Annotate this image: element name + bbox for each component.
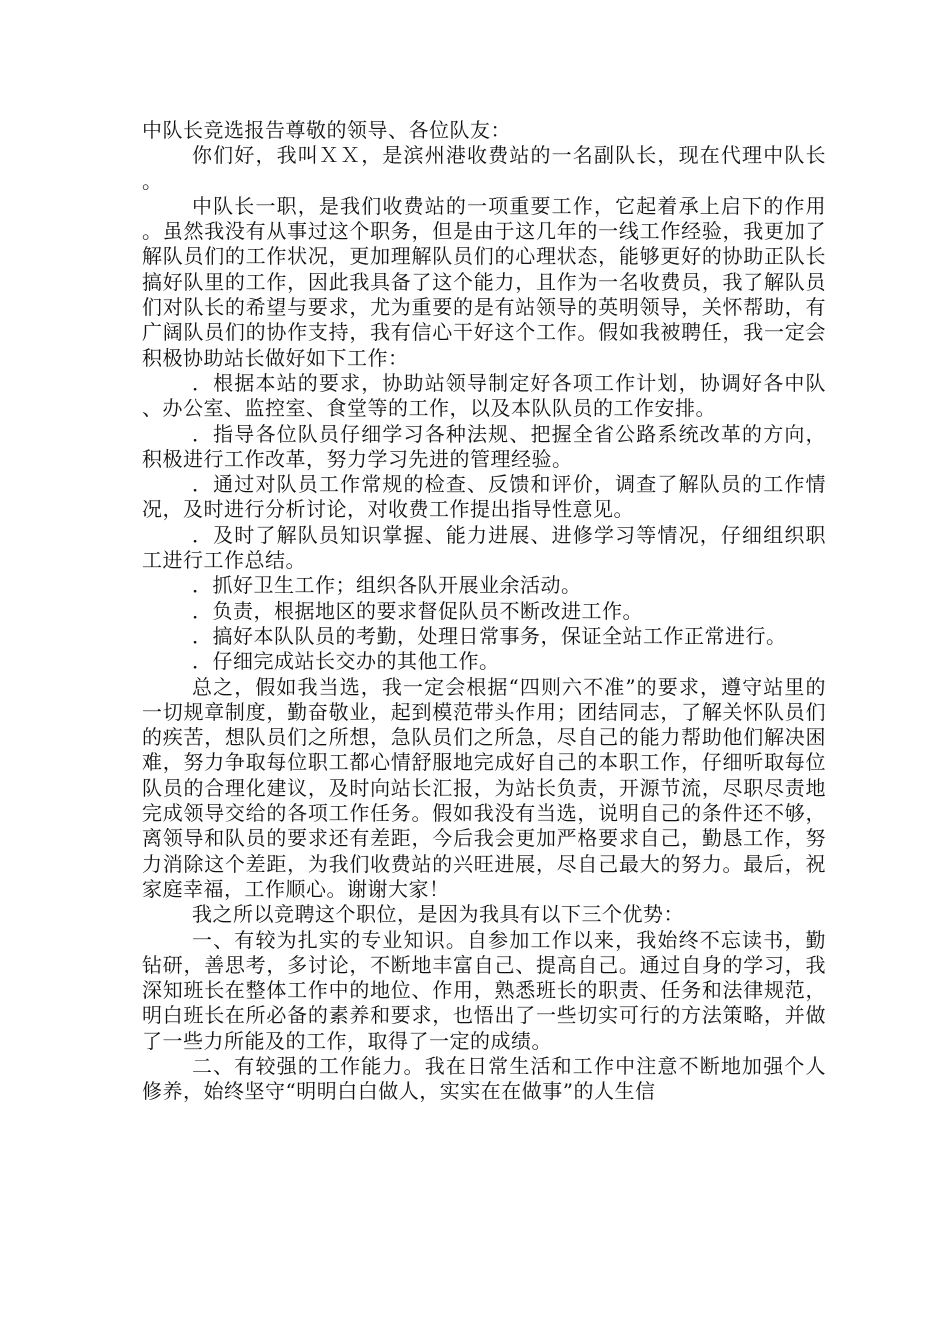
document-body xyxy=(142,118,826,1105)
duty-item: ．根据本站的要求，协助站领导制定好各项工作计划，协调好各中队、办公室、监控室、食堂等的工作，以及本队队员的工作安排。 xyxy=(142,370,826,421)
paragraph-advantage-two: 二、有较强的工作能力。我在日常生活和工作中注意不断地加强个人修养，始终坚守“明明白白做人，实实在在做事”的人生信 xyxy=(142,1053,826,1104)
paragraph-conclusion: 总之，假如我当选，我一定会根据“四则六不准”的要求，遵守站里的一切规章制度，勤奋敬业，起到模范带头作用；团结同志，了解关怀队员们的疾苦，想队员们之所想，急队员们之所急，尽自己的能力帮助他们解决困难，努力争取每位职工都心情舒服地完成好自己的本职工作，仔细听取每位队员的合理化建议，及时向站长汇报，为站长负责，开源节流，尽职尽责地完成领导交给的各项工作任务。假如我没有当选，说明自己的条件还不够，离领导和队员的要求还有差距，今后我会更加严格要求自己，勤恳工作，努力消除这个差距，为我们收费站的兴旺进展，尽自己最大的努力。最后，祝家庭幸福，工作顺心。谢谢大家！ xyxy=(142,674,826,901)
greeting-line: 中队长竞选报告尊敬的领导、各位队友： xyxy=(142,118,511,142)
duty-item: ．搞好本队队员的考勤，处理日常事务，保证全站工作正常进行。 xyxy=(192,623,787,648)
paragraph-advantage-one: 一、有较为扎实的专业知识。自参加工作以来，我始终不忘读书，勤钻研，善思考，多讨论，不断地丰富自己、提高自己。通过自身的学习，我深知班长在整体工作中的地位、作用，熟悉班长的职责、任务和法律规范，明白班长在所必备的素养和要求，也悟出了一些切实可行的方法策略，并做了一些力所能及的工作，取得了一定的成绩。 xyxy=(142,927,826,1053)
duty-item: ．通过对队员工作常规的检查、反馈和评价，调查了解队员的工作情况，及时进行分析讨论，对收费工作提出指导性意见。 xyxy=(142,472,826,522)
duty-item: ．仔细完成站长交办的其他工作。 xyxy=(192,649,500,674)
duty-item: ．负责，根据地区的要求督促队员不断改进工作。 xyxy=(192,598,643,623)
paragraph-advantages-intro: 我之所以竞聘这个职位，是因为我具有以下三个优势： xyxy=(192,902,684,927)
paragraph-intro: 你们好，我叫ＸＸ，是滨州港收费站的一名副队长，现在代理中队长。 xyxy=(142,143,826,193)
duty-item: ．及时了解队员知识掌握、能力进展、进修学习等情况，仔细组织职工进行工作总结。 xyxy=(142,522,826,573)
duty-item: ．指导各位队员仔细学习各种法规、把握全省公路系统改革的方向，积极进行工作改革，努力学习先进的管理经验。 xyxy=(142,421,826,471)
duty-item: ．抓好卫生工作；组织各队开展业余活动。 xyxy=(192,573,582,598)
paragraph-role-description: 中队长一职，是我们收费站的一项重要工作，它起着承上启下的作用。虽然我没有从事过这个职务，但是由于这几年的一线工作经验，我更加了解队员们的工作状况，更加理解队员们的心理状态，能够更好的协助正队长搞好队里的工作，因此我具备了这个能力，且作为一名收费员，我了解队员们对队长的希望与要求，尤为重要的是有站领导的英明领导，关怀帮助，有广阔队员们的协作支持，我有信心干好这个工作。假如我被聘任，我一定会积极协助站长做好如下工作： xyxy=(142,193,826,370)
